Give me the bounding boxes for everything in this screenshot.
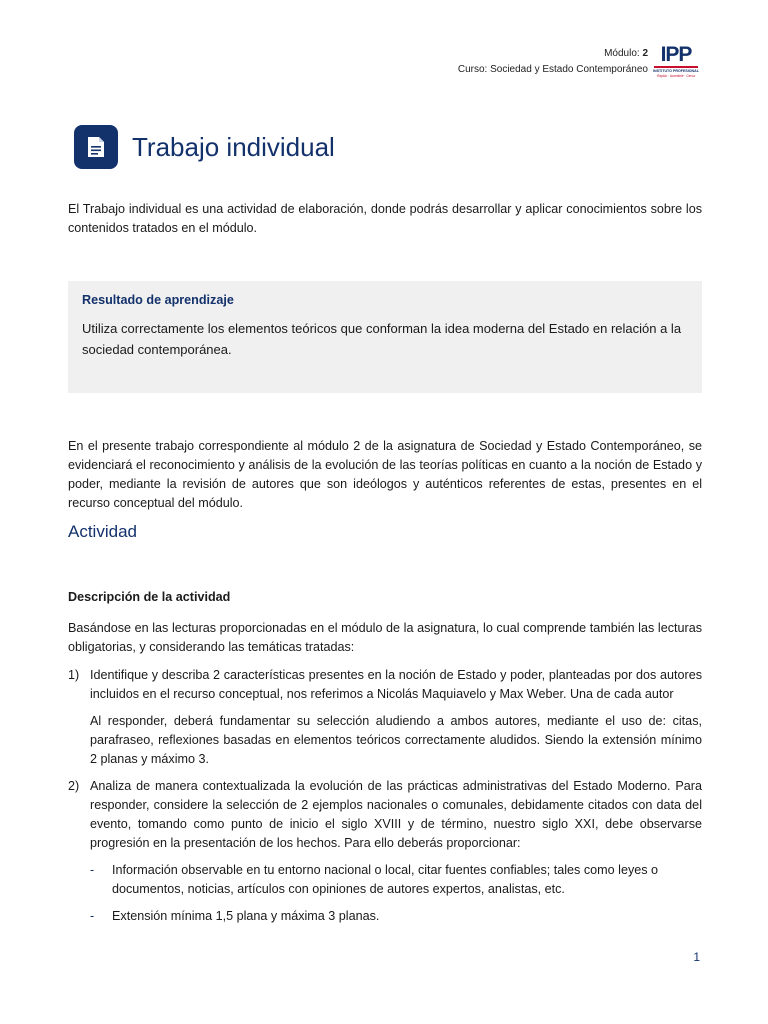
logo-tagline: Rapido · Accesible · Cerca	[657, 74, 695, 78]
actividad-intro	[68, 619, 702, 657]
item-paragraph: Al responder, deberá fundamentar su selección aludiendo a ambos autores, mediante el uso de: citas, parafraseo, reflexiones basadas en elementos teóricos correctamente aludidos. Siendo la extensión mínimo 2 planas y máximo 3.	[90, 714, 702, 766]
sub-item-dash: -	[90, 909, 95, 923]
logo-bar	[654, 66, 698, 68]
item-body	[90, 777, 702, 926]
page-title: Trabajo individual	[132, 131, 335, 162]
sub-item-text: Extensión mínima 1,5 plana y máxima 3 planas.	[112, 909, 380, 923]
sub-item	[90, 861, 702, 899]
presente-section	[68, 437, 702, 513]
actividad-intro-paragraph: Basándose en las lecturas proporcionadas en el módulo de la asignatura, lo cual comprende también las lecturas obligatorias, y considerando las temáticas tratadas:	[68, 621, 702, 654]
actividad-heading: Actividad	[68, 522, 137, 541]
title-row	[74, 125, 335, 169]
resultado-text: Utiliza correctamente los elementos teóricos que conforman la idea moderna del Estado en relación a la sociedad contemporánea.	[82, 321, 682, 357]
logo-main: IPP	[660, 43, 692, 66]
page-header	[458, 44, 700, 79]
item-paragraph: Identifique y describa 2 características presentes en la noción de Estado y poder, planteadas por dos autores incluidos en el recurso conceptual, nos referimos a Nicolás Maquiavelo y Max Weber. Una de cada autor	[90, 668, 702, 701]
intro-section	[68, 200, 702, 238]
item-number: 2)	[68, 779, 80, 793]
resultado-title: Resultado de aprendizaje	[82, 293, 234, 307]
curso-line: Curso: Sociedad y Estado Contemporáneo	[457, 64, 648, 75]
header-text	[458, 46, 648, 78]
ipp-logo	[652, 44, 700, 79]
sub-item-text: Información observable en tu entorno nacional o local, citar fuentes confiables; tales como leyes o documentos, noticias, artículos con opiniones de autores expertos, analistas, etc.	[112, 863, 659, 896]
sub-item-dash: -	[90, 863, 95, 877]
item-body	[90, 666, 702, 769]
list-item	[68, 777, 702, 926]
item-number: 1)	[68, 668, 80, 682]
document-icon	[74, 125, 118, 169]
list-item	[68, 666, 702, 769]
descripcion-heading: Descripción de la actividad	[68, 590, 231, 604]
activity-list	[68, 666, 702, 934]
presente-paragraph: En el presente trabajo correspondiente al módulo 2 de la asignatura de Sociedad y Estado Contemporáneo, se evidenciará el reconocimiento y análisis de la evolución de las teorías políticas en cuanto a la noción de Estado y poder, mediante la revisión de autores que son ideólogos y auténticos referentes de estas, presentes en el recurso conceptual del módulo.	[68, 439, 702, 510]
sub-item	[90, 907, 702, 926]
modulo-line	[458, 46, 648, 62]
logo-sub: INSTITUTO PROFESIONAL	[653, 69, 699, 73]
page-number: 1	[693, 950, 700, 964]
intro-paragraph: El Trabajo individual es una actividad de elaboración, donde podrás desarrollar y aplicar conocimientos sobre los contenidos tratados en el módulo.	[68, 202, 702, 235]
modulo-value: 2	[642, 48, 648, 59]
item-paragraph: Analiza de manera contextualizada la evolución de las prácticas administrativas del Estado Moderno. Para responder, considere la selección de 2 ejemplos nacionales o comunales, debidamente citados con data del evento, tomando como punto de inicio el siglo XVIII y de término, nuestro siglo XXI, debe observarse progresión en la presentación de los hechos. Para ello deberás proporcionar:	[90, 779, 702, 850]
resultado-box	[68, 281, 702, 393]
modulo-label: Módulo:	[604, 48, 640, 59]
